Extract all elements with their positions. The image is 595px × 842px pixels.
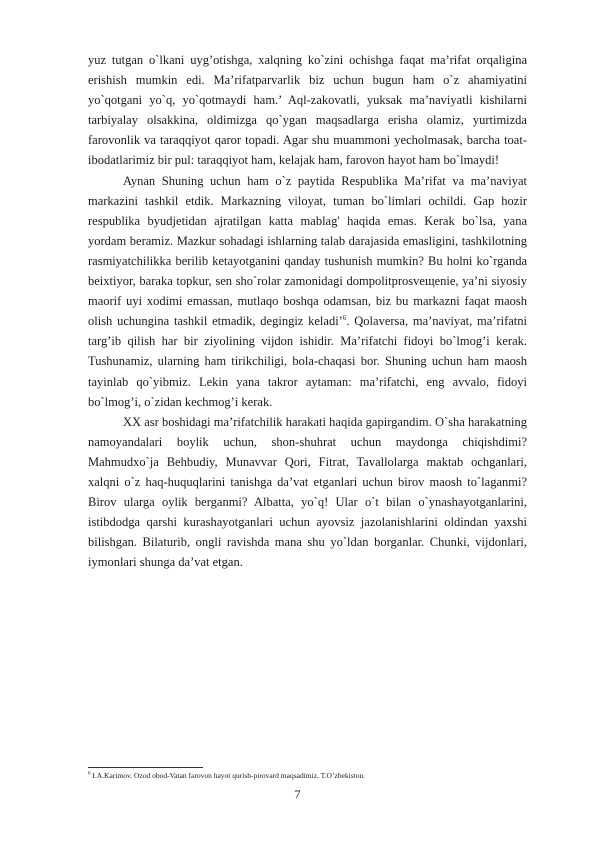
document-body xyxy=(88,50,527,572)
footnote-number: 6 xyxy=(88,771,91,777)
paragraph-2-text-before: Aynan Shuning uchun ham o`z paytida Respublika Ma’rifat va ma’naviyat markazini tashkil etdik. Markazning viloyat, tuman bo`limlari ochildi. Gap hozir respublika byudjetidan ajratilgan katta mablag' haqida emas. Kerak bo`lsa, yana yordam beramiz. Mazkur sohadagi ishlarning talab darajasida emasligini, tashkilotning rasmiyatchilikka berilib ketayotganini qanday tushunish mumkin? Bu holni ko`rganda beixtiyor, baraka topkur, sen sho`rolar zamonidagi dompolitprosveщenie, ya’ni siyosiy maorif uyi xodimi emassan, mutlaqo boshqa odamsan, biz bu markazni faqat maosh olish uchungina tashkil etmadik, degingiz keladi’ xyxy=(88,173,527,329)
paragraph-2-text-after: . Qolaversa, ma’naviyat, ma’rifatni targ’ib qilish har bir ziyolining vijdon ishidir. Ma’rifatchi fidoyi bo`lmog’i kerak. Tushunamiz, ularning ham tirikchiligi, bola-chaqasi bor. Shuning uchun ham maosh tayinlab qo`yibmiz. Lekin yana takror aytaman: ma’rifatchi, eng avvalo, fidoyi bo`lmog’i, o`zidan kechmog’i kerak. xyxy=(88,314,527,409)
footnote-reference[interactable]: 6 xyxy=(342,314,347,323)
page-number: 7 xyxy=(294,787,301,801)
footnote xyxy=(88,771,527,781)
paragraph-1: yuz tutgan o`lkani uyg’otishga, xalqning ko`zini ochishga faqat ma’rifat orqaligina erishish mumkin edi. Ma’rifatparvarlik biz uchun bugun ham o`z ahamiyatini yo`qotgani yo`q, yo`qotmaydi ham.’ Aql-zakovatli, yuksak ma’naviyatli kishilarni tarbiyalay olsakkina, oldimizga qo`ygan maqsadlarga erisha olamiz, yurtimizda farovonlik va taraqqiyot qaror topadi. Agar shu muammoni yecholmasak, barcha toat-ibodatlarimiz bir pul: taraqqiyot ham, kelajak ham, farovon hayot ham bo`lmaydi! xyxy=(88,53,527,168)
footnote-text: I.A.Karimov. Ozod obod-Vatan farovon hayot qurish-pirovard maqsadimiz. T.O’zbekiston. xyxy=(90,771,366,780)
footnote-divider xyxy=(88,767,203,768)
paragraph-3: XX asr boshidagi ma’rifatchilik harakati haqida gapirgandim. O`sha harakatning namoyandalari boylik uchun, shon-shuhrat uchun maydonga chiqishdimi? Mahmudxo`ja Behbudiy, Munavvar Qori, Fitrat, Tavallolarga maktab ochganlari, xalqni o`z haq-huquqlarini tanishga da’vat etganlari uchun birov maosh to`laganmi? Birov ularga oylik berganmi? Albatta, yo`q! Ular o`t bilan o`ynashayotganlarini, istibdodga qarshi kurashayotganlari uchun ayovsiz jazolanishlarini oldindan yaxshi bilishgan. Bilaturib, ongli ravishda mana shu yo`ldan borganlar. Chunki, vijdonlari, iymonlari shunga da’vat etgan. xyxy=(88,414,527,570)
paragraph-2 xyxy=(88,171,527,412)
